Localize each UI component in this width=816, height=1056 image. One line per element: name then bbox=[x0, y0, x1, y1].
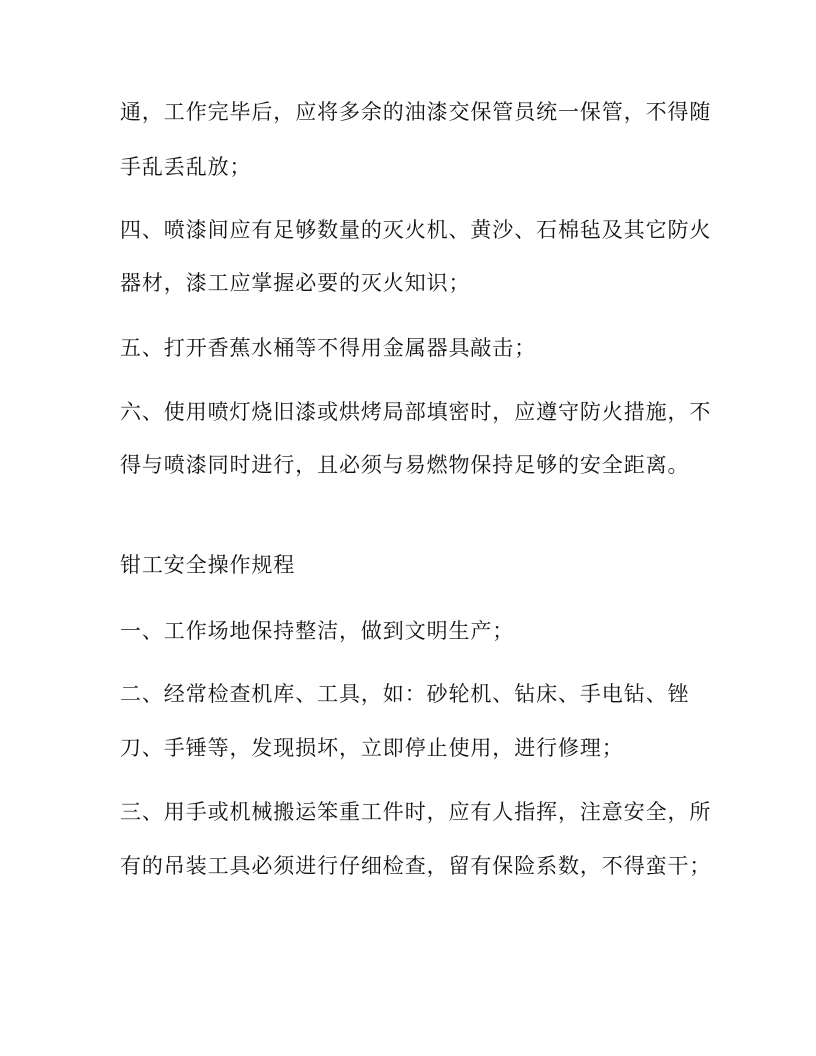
text-line: 有的吊装工具必须进行仔细检查，留有保险系数，不得蛮干； bbox=[120, 854, 712, 878]
text-line: 得与喷漆同时进行，且必须与易燃物保持足够的安全距离。 bbox=[120, 453, 690, 477]
text-line: 五、打开香蕉水桶等不得用金属器具敲击； bbox=[120, 336, 537, 360]
text-line: 刀、手锤等，发现损坏，立即停止使用，进行修理； bbox=[120, 736, 624, 760]
text-line: 器材，漆工应掌握必要的灭火知识； bbox=[120, 271, 471, 295]
text-line: 手乱丢乱放； bbox=[120, 155, 252, 179]
text-line: 三、用手或机械搬运笨重工件时，应有人指挥，注意安全，所 bbox=[120, 800, 712, 824]
text-line: 一、工作场地保持整洁，做到文明生产； bbox=[120, 619, 515, 643]
section-title: 钳工安全操作规程 bbox=[120, 553, 296, 577]
text-line: 二、经常检查机库、工具，如：砂轮机、钻床、手电钻、锉 bbox=[120, 682, 690, 706]
text-line: 通，工作完毕后，应将多余的油漆交保管员统一保管，不得随 bbox=[120, 100, 712, 124]
text-line: 四、喷漆间应有足够数量的灭火机、黄沙、石棉毡及其它防火 bbox=[120, 218, 712, 242]
text-line: 六、使用喷灯烧旧漆或烘烤局部填密时，应遵守防火措施，不 bbox=[120, 400, 712, 424]
